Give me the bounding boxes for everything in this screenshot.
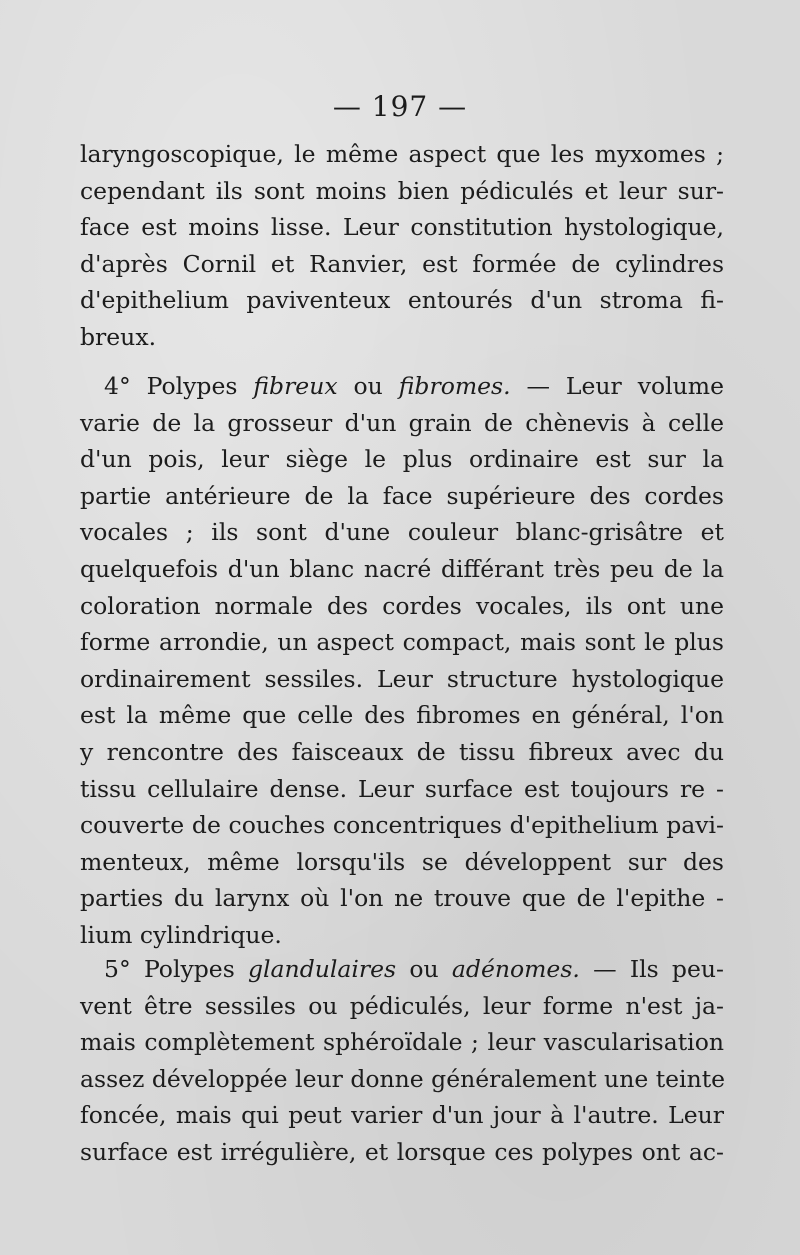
- paragraph-polypes-glandulaires: [80, 951, 724, 1171]
- text-line: vent être sessiles ou pédiculés, leur forme n'est ja-: [80, 991, 724, 1020]
- section-number: 4°: [104, 372, 131, 400]
- text-line: coloration normale des cordes vocales, ils ont une: [80, 591, 724, 620]
- text-line: ordinairement sessiles. Leur structure hystologique: [80, 664, 724, 693]
- paragraph-continuation: [80, 136, 724, 356]
- text-line: varie de la grosseur d'un grain de chènevis à celle: [80, 408, 724, 437]
- text-line: d'un pois, leur siège le plus ordinaire est sur la: [80, 445, 724, 474]
- text-line: cependant ils sont moins bien pédiculés et leur sur-: [80, 176, 724, 205]
- text-line: y rencontre des faisceaux de tissu fibreux avec du: [80, 737, 724, 766]
- text-line: menteux, même lorsqu'ils se développent sur des: [80, 847, 724, 876]
- page-number: — 197 —: [332, 90, 468, 123]
- text-line: lium cylindrique.: [80, 920, 282, 949]
- section-term-alt: fibromes.: [398, 372, 511, 400]
- text-line: partie antérieure de la face supérieure des cordes: [80, 481, 724, 510]
- section-conjunction: ou: [353, 372, 383, 400]
- text-line: couverte de couches concentriques d'epithelium pavi-: [80, 811, 724, 840]
- section-heading-rest: — Ils peu-: [593, 955, 724, 983]
- section-term-alt: adénomes.: [451, 955, 580, 983]
- text-line: surface est irrégulière, et lorsque ces polypes ont ac-: [80, 1137, 724, 1166]
- text-line: mais complètement sphéroïdale ; leur vascularisation: [80, 1028, 724, 1057]
- text-line: est la même que celle des fibromes en général, l'on: [80, 701, 724, 730]
- section-conjunction: ou: [409, 955, 439, 983]
- text-line: d'après Cornil et Ranvier, est formée de cylindres: [80, 249, 724, 278]
- section-number: 5°: [104, 955, 131, 983]
- text-line: laryngoscopique, le même aspect que les myxomes ;: [80, 140, 724, 168]
- section-term: fibreux: [253, 372, 338, 400]
- text-line: d'epithelium paviventeux entourés d'un stroma fi-: [80, 286, 724, 315]
- section-heading-line: [80, 951, 724, 988]
- section-heading-line: [80, 368, 724, 405]
- text-line: foncée, mais qui peut varier d'un jour à l'autre. Leur: [80, 1101, 724, 1130]
- text-line: breux.: [80, 322, 157, 351]
- text-line: quelquefois d'un blanc nacré différant très peu de la: [80, 554, 724, 583]
- text-line: forme arrondie, un aspect compact, mais sont le plus: [80, 628, 724, 657]
- text-line: tissu cellulaire dense. Leur surface est toujours re -: [80, 774, 724, 803]
- section-word: Polypes: [143, 955, 235, 983]
- section-heading-rest: — Leur volume: [526, 372, 724, 400]
- paragraph-polypes-fibreux: [80, 368, 724, 954]
- text-line: face est moins lisse. Leur constitution hystologique,: [80, 213, 724, 242]
- text-line: assez développée leur donne généralement une teinte: [80, 1064, 726, 1093]
- text-line: vocales ; ils sont d'une couleur blanc-grisâtre et: [80, 518, 724, 547]
- section-term: glandulaires: [247, 955, 397, 983]
- section-word: Polypes: [146, 372, 238, 400]
- text-line: parties du larynx où l'on ne trouve que de l'epithe -: [80, 884, 724, 913]
